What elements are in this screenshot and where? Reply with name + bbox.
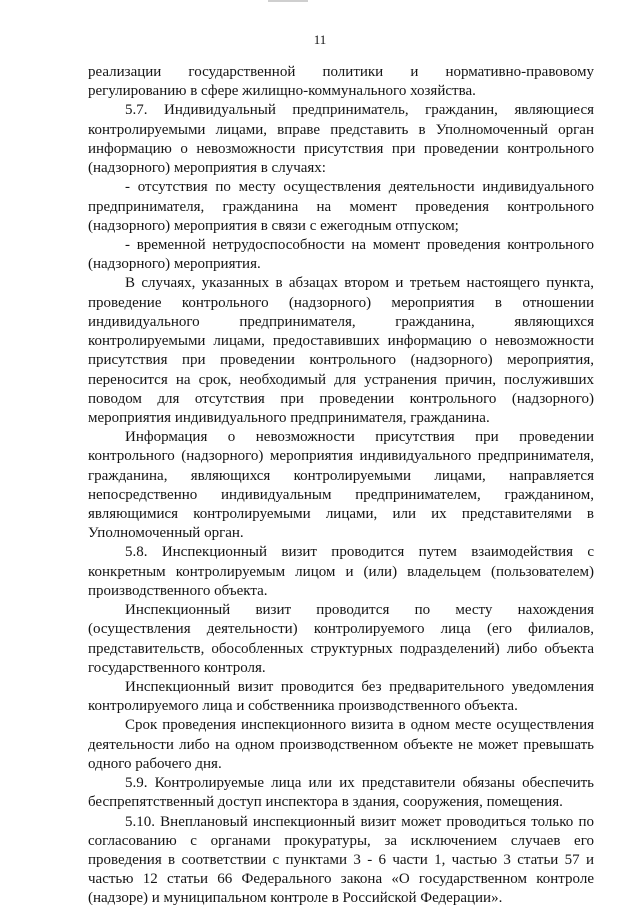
text-line: контролируемыми лицами, вправе представить в Уполномоченный орган — [88, 121, 594, 138]
text-line: регулированию в сфере жилищно-коммунального хозяйства. — [88, 83, 476, 100]
text-line: - отсутствия по месту осуществления деятельности индивидуального — [125, 179, 594, 196]
text-line: контролируемого лица и собственника производственного объекта. — [88, 698, 518, 715]
text-line: одного рабочего дня. — [88, 755, 222, 772]
text-line: Информация о невозможности присутствия при проведении — [125, 429, 594, 446]
text-line: мероприятия индивидуального предпринимателя, гражданина. — [88, 409, 490, 426]
text-line: (осуществления деятельности) контролируемого лица (его филиалов, — [88, 621, 594, 638]
text-line: деятельности либо на одном производственном объекте не может превышать — [88, 736, 594, 753]
text-line: индивидуального предпринимателя, гражданина, являющихся — [88, 313, 594, 330]
text-line: проведение контрольного (надзорного) мероприятия в отношении — [88, 294, 594, 311]
page-number: 11 — [313, 32, 327, 47]
document-body — [88, 63, 594, 909]
text-line: непосредственно индивидуальным предпринимателем, гражданином, — [88, 486, 594, 503]
text-line: 5.7. Индивидуальный предприниматель, гражданин, являющиеся — [125, 102, 594, 119]
text-line: 5.9. Контролируемые лица или их представители обязаны обеспечить — [125, 775, 594, 792]
scan-artifact — [268, 0, 308, 2]
text-line: производственного объекта. — [88, 582, 268, 599]
text-line: присутствия при проведении контрольного (надзорного) мероприятия, — [88, 352, 594, 369]
text-line: конкретным контролируемым лицом и (или) владельцем (пользователем) — [88, 563, 594, 580]
text-line: реализации государственной политики и нормативно-правовому — [88, 64, 594, 80]
text-line: являющимися контролируемыми лицами, или их представителями в — [88, 506, 594, 523]
text-line: Срок проведения инспекционного визита в одном месте осуществления — [125, 717, 594, 734]
text-line: 5.8. Инспекционный визит проводится путем взаимодействия с — [125, 544, 594, 561]
text-line: 5.10. Внеплановый инспекционный визит может проводиться только по — [125, 813, 594, 830]
text-line: гражданина, являющихся контролируемыми лицами, направляется — [88, 467, 594, 484]
text-line: (надзоре) и муниципальном контроле в Российской Федерации». — [88, 890, 503, 907]
text-line: (надзорного) мероприятия в случаях: — [88, 160, 326, 177]
text-line: представительств, обособленных структурных подразделений) либо объекта — [88, 640, 594, 657]
text-line: предпринимателя, гражданина на момент проведения контрольного — [88, 198, 594, 215]
text-line: Инспекционный визит проводится по месту нахождения — [125, 602, 594, 619]
text-line: контролируемыми лицами, предоставивших информацию о невозможности — [88, 333, 594, 350]
text-line: контрольного (надзорного) мероприятия индивидуального предпринимателя, — [88, 448, 594, 465]
text-line: проведения в соответствии с пунктами 3 - 6 части 1, частью 3 статьи 57 и — [88, 851, 594, 868]
text-line: переносится на срок, необходимый для устранения причин, послуживших — [88, 371, 594, 388]
text-line: поводом для отсутствия при проведении контрольного (надзорного) — [88, 390, 594, 407]
text-line: Уполномоченный орган. — [88, 525, 244, 542]
text-line: государственного контроля. — [88, 659, 266, 676]
text-line: Инспекционный визит проводится без предварительного уведомления — [125, 679, 594, 695]
text-line: беспрепятственный доступ инспектора в здания, сооружения, помещения. — [88, 794, 563, 811]
text-line: - временной нетрудоспособности на момент проведения контрольного — [125, 236, 594, 253]
text-line: частью 12 статьи 66 Федерального закона «О государственном контроле — [88, 871, 594, 888]
text-line: (надзорного) мероприятия в связи с ежегодным отпуском; — [88, 217, 459, 234]
text-line: (надзорного) мероприятия. — [88, 256, 261, 273]
text-line: информацию о невозможности присутствия при проведении контрольного — [88, 140, 594, 157]
text-line: В случаях, указанных в абзацах втором и третьем настоящего пункта, — [125, 275, 594, 292]
text-line: согласованию с органами прокуратуры, за исключением случаев его — [88, 832, 594, 849]
